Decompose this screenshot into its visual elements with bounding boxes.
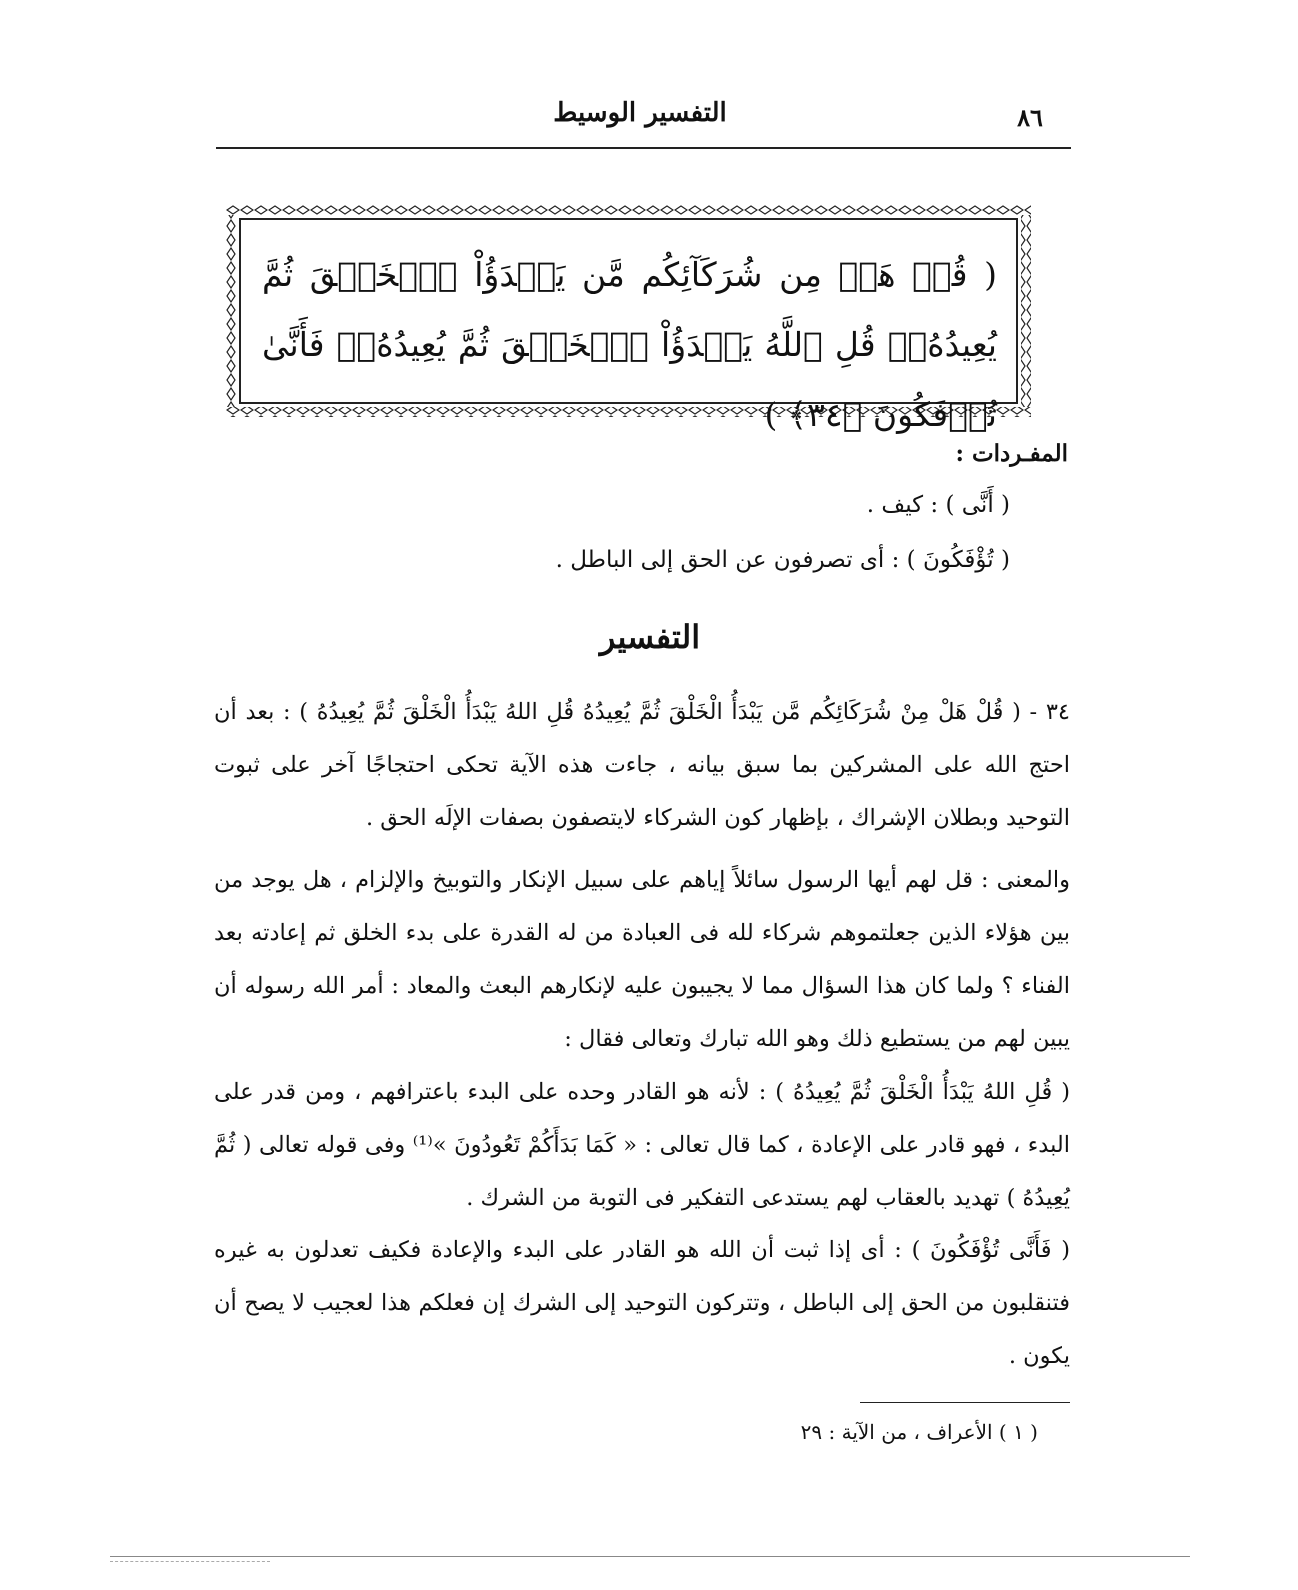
page-number: ٨٦ [1017, 103, 1043, 132]
tafsir-paragraph: ( فَأَنَّى تُؤْفَكُونَ ) : أى إذا ثبت أن الله هو القادر على البدء والإعادة فكيف تعدلون به غيره فتنقلبون من الحق إلى الباطل ، وتتركون التوحيد إلى الشرك إن فعلكم هذا لعجيب لا يصح أن يكون . [214, 1237, 1070, 1369]
book-title: التفسير الوسيط [553, 98, 727, 128]
tafsir-paragraph: والمعنى : قل لهم أيها الرسول سائلاً إياهم على سبيل الإنكار والتوبيخ والإلزام ، هل يوجد من بين هؤلاء الذين جعلتموهم شركاء لله فى العبادة من له القدرة على بدء الخلق ثم إعادته بعد الفناء ؟ ولما كان هذا السؤال مما لا يجيبون عليه لإنكارهم البعث والمعاد : أمر الله رسوله أن يبين لهم من يستطيع ذلك وهو الله تبارك وتعالى فقال : [214, 867, 1070, 1052]
footnote: ( ١ ) الأعراف ، من الآية : ٢٩ [800, 1420, 1038, 1444]
quran-verse: ( قُلۡ هَلۡ مِن شُرَكَآئِكُم مَّن يَبۡدَؤُاْ ٱلۡخَلۡقَ ثُمَّ يُعِيدُهُۥۚ قُلِ ٱللَّهُ يَبۡدَؤُاْ ٱلۡخَلۡقَ ثُمَّ يُعِيدُهُۥۖ فَأَنَّىٰ تُؤۡفَكُونَ ﴿٣٤﴾ ) [262, 255, 997, 434]
tafsir-paragraph: ( قُلِ اللهُ يَبْدَأُ الْخَلْقَ ثُمَّ يُعِيدُهُ ) : لأنه هو القادر وحده على البدء باعترافهم ، ومن قدر على البدء ، فهو قادر على الإعادة ، كما قال تعالى : « كَمَا بَدَأَكُمْ تَعُودُونَ »⁽¹⁾ وفى قوله تعالى ( ثُمَّ يُعِيدُهُ ) تهديد بالعقاب لهم يستدعى التفكير فى التوبة من الشرك . [214, 1079, 1071, 1211]
tafsir-heading: التفسير [599, 618, 701, 656]
vocabulary-heading: المفـردات : [955, 440, 1068, 467]
scan-edge-line [110, 1556, 1190, 1557]
tafsir-paragraph: ٣٤ - ( قُلْ هَلْ مِنْ شُرَكَائِكُم مَّن يَبْدَأُ الْخَلْقَ ثُمَّ يُعِيدُهُ قُلِ اللهُ يَبْدَأُ الْخَلْقَ ثُمَّ يُعِيدُهُ ) : بعد أن احتج الله على المشركين بما سبق بيانه ، جاءت هذه الآية تحكى احتجاجًا آخر على ثبوت التوحيد وبطلان الإشراك ، بإظهار كون الشركاء لايتصفون بصفات الإلَه الحق . [214, 699, 1070, 831]
vocabulary-item: ( أَنَّى ) : كيف . [866, 492, 1010, 518]
scan-edge-line [110, 1561, 270, 1562]
header-divider [216, 147, 1071, 149]
vocabulary-item: ( تُؤْفَكُونَ ) : أى تصرفون عن الحق إلى الباطل . [555, 547, 1010, 573]
footnote-divider [860, 1402, 1070, 1403]
